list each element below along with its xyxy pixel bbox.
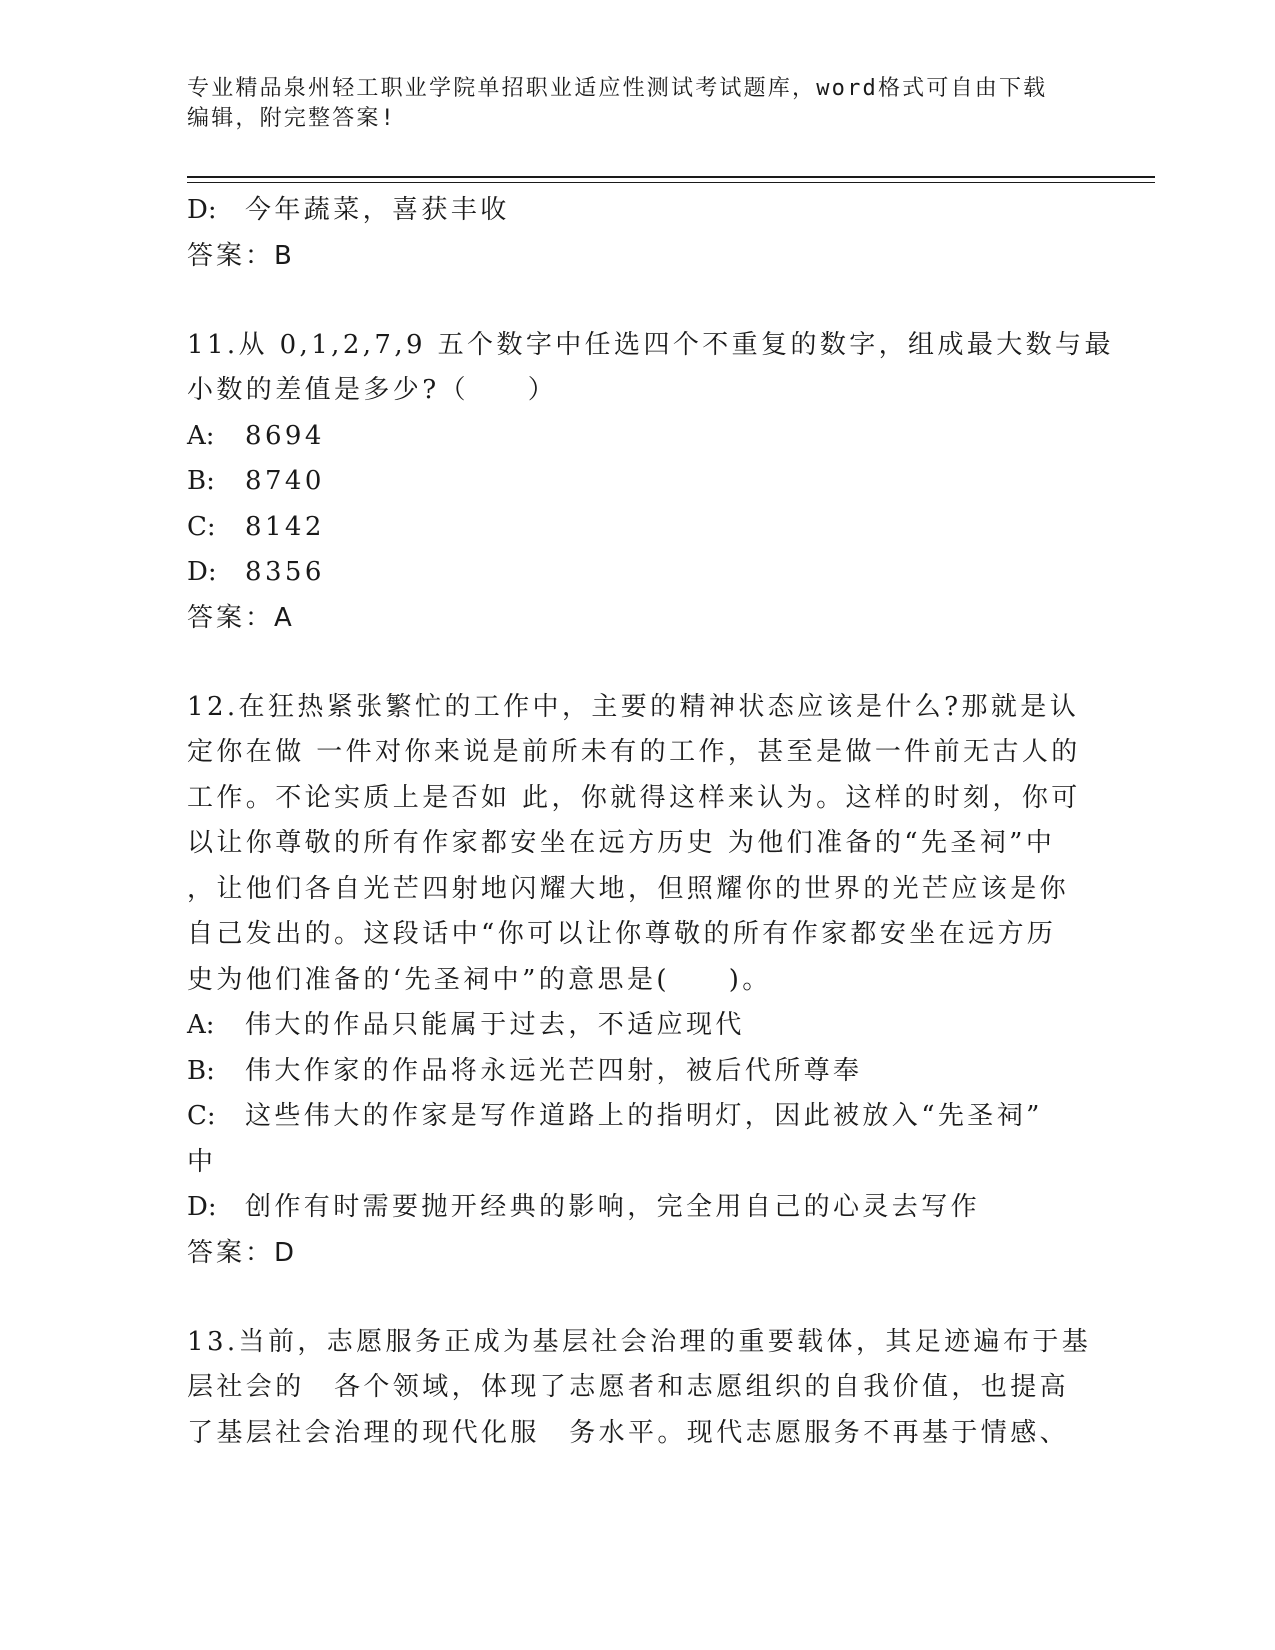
option-text: 8356 <box>245 557 325 587</box>
stem-line: 层社会的 各个领域，体现了志愿者和志愿组织的自我价值，也提高 <box>187 1372 1070 1402</box>
option-letter: A: <box>187 1010 215 1040</box>
stem-line: 工作。不论实质上是否如 此，你就得这样来认为。这样的时刻，你可 <box>187 782 1081 813</box>
option-text: 今年蔬菜，喜获丰收 <box>245 195 510 225</box>
stem-line: 13.当前，志愿服务正成为基层社会治理的重要载体，其足迹遍布于基 <box>187 1326 1092 1357</box>
option-letter: A: <box>187 420 215 451</box>
option-letter: D: <box>187 557 217 587</box>
page-header <box>187 74 1087 134</box>
option-d <box>187 550 1087 596</box>
option-d <box>187 1185 1087 1231</box>
stem-line: 自己发出的。这段话中“你可以让你尊敬的所有作家都安坐在远方历 <box>187 919 1057 949</box>
header-line-1: 专业精品泉州轻工职业学院单招职业适应性测试考试题库，word格式可自由下载 <box>187 76 1048 101</box>
option-b <box>187 459 1087 505</box>
option-text: 8142 <box>245 511 325 542</box>
question-12 <box>187 685 1087 1276</box>
option-c <box>187 505 1087 551</box>
stem-line: 了基层社会治理的现代化服 务水平。现代志愿服务不再基于情感、 <box>187 1417 1070 1448</box>
stem-line: 定你在做 一件对你来说是前所未有的工作，甚至是做一件前无古人的 <box>187 737 1081 767</box>
question-11 <box>187 323 1114 641</box>
stem-line: 史为他们准备的‘先圣祠中”的意思是( )。 <box>187 964 772 995</box>
header-divider-thick <box>187 176 1155 178</box>
question-content <box>187 188 1114 1456</box>
option-b <box>187 1049 1087 1095</box>
option-d <box>187 188 1087 234</box>
question-13 <box>187 1320 1092 1457</box>
question-stem <box>187 1320 1092 1457</box>
answer-line: 答案：D <box>187 1237 298 1268</box>
option-text: 这些伟大的作家是写作道路上的指明灯，因此被放入“先圣祠” <box>245 1101 1043 1131</box>
option-a <box>187 414 1087 460</box>
option-text: 中 <box>187 1146 217 1177</box>
option-text: 伟大的作品只能属于过去，不适应现代 <box>245 1010 745 1040</box>
option-c-continued <box>187 1140 1087 1186</box>
question-stem <box>187 323 1114 414</box>
option-letter: B: <box>187 1055 215 1086</box>
option-text: 8694 <box>245 420 325 451</box>
option-letter: B: <box>187 466 215 496</box>
option-text: 创作有时需要抛开经典的影响，完全用自己的心灵去写作 <box>245 1192 981 1222</box>
stem-line: 11.从 0,1,2,7,9 五个数字中任选四个不重复的数字，组成最大数与最 <box>187 329 1114 360</box>
option-text: 8740 <box>245 466 325 496</box>
stem-line: ，让他们各自光芒四射地闪耀大地，但照耀你的世界的光芒应该是你 <box>187 873 1070 904</box>
header-divider-thin <box>187 182 1155 183</box>
option-letter: D: <box>187 195 217 225</box>
question-stem <box>187 685 1087 1004</box>
stem-line: 以让你尊敬的所有作家都安坐在远方历史 为他们准备的“先圣祠”中 <box>187 828 1056 858</box>
option-letter: C: <box>187 1101 216 1131</box>
stem-line: 12.在狂热紧张繁忙的工作中，主要的精神状态应该是什么?那就是认 <box>187 691 1080 722</box>
option-c <box>187 1094 1087 1140</box>
option-letter: C: <box>187 511 216 542</box>
answer-line: 答案：B <box>187 240 295 271</box>
option-a <box>187 1003 1087 1049</box>
header-line-2: 编辑，附完整答案! <box>187 106 397 131</box>
prev-question <box>187 188 1087 279</box>
answer-line: 答案：A <box>187 602 295 633</box>
option-letter: D: <box>187 1192 217 1222</box>
option-text: 伟大作家的作品将永远光芒四射，被后代所尊奉 <box>245 1055 863 1086</box>
stem-line: 小数的差值是多少?（ ） <box>187 375 558 405</box>
